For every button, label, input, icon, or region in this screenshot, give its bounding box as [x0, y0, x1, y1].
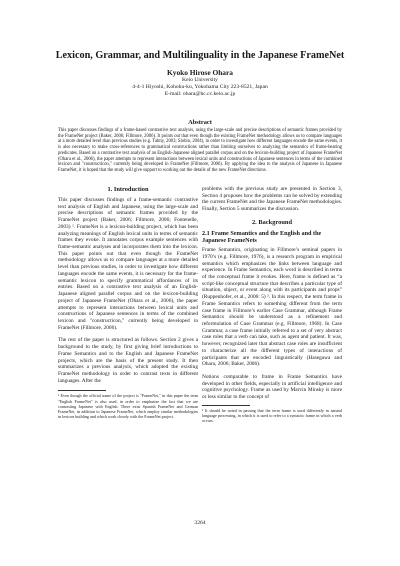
author-affiliation: Keio University	[182, 77, 218, 83]
author-block	[40, 68, 360, 99]
author-email: E-mail: ohara@hc.cc.keio.ac.jp	[164, 91, 236, 98]
author-address: 4-4-1 Hiyoshi, Kohoku-ku, Yokohama City 223-8521, Japan	[132, 84, 268, 91]
footnote-2: ² It should be noted in passing that the term frame is used differently in natural language processing, in which it is used to refer to a syntactic frame in which a verb occurs.	[202, 407, 342, 424]
intro-paragraph-1: This paper discusses findings of a frame-semantic contrastive text analysis of English and Japanese, using the large-scale and precise descriptions of semantic frames provided by the FrameNet project (Baker, 2006; Fillmore, 2006; Fontenelle, 2003) ¹. FrameNet is a lexicon-building project, which has been analyzing meanings of English lexical units in terms of semantic frames they evoke. It annotates corpus example sentences with frame-semantic analyses and incorporates them into the lexicon. This paper points out that even though the FrameNet methodology allows us to compare languages at a more detailed level than previous studies, in order to investigate how different languages encode the same events, it is necessary for the frame-semantic lexicon to specify grammatical affordances of its entries. Based on a contrastive text analysis of an English-Japanese aligned parallel corpus and on the lexicon-building project of Japanese FrameNet (Ohara et al., 2006), the paper attempts to represent interactions between lexical units and constructions of Japanese sentences in terms of the combined lexicon and "constructicon," currently being developed in FrameNet (Fillmore, 2006).	[58, 197, 198, 331]
footnote-divider	[58, 390, 106, 391]
background-paragraph-2: Notions comparable to frame in Frame Semantics have developed in other fields, especially in artificial intelligence and cognitive psychology. Frame as used by Marvin Minsky is more or less similar to the concept of	[202, 374, 342, 401]
page-number: 3264	[194, 520, 206, 526]
subsection-heading-frame-semantics: 2.1 Frame Semantics and the English and the Japanese FrameNets	[202, 229, 322, 245]
intro-paragraph-2: The rest of the paper is structured as follows. Section 2 gives a background to the study, by first giving brief introductions to Frame Semantics and to the English and Japanese FrameNet projects, which are the basis of the present study. It then summarizes a previous analysis, which adopted the existing FrameNet methodology in order to contrast texts in different languages. After the	[58, 337, 198, 384]
section-heading-background: 2. Background	[251, 218, 292, 226]
left-column	[58, 186, 198, 419]
section-heading-introduction: 1. Introduction	[107, 186, 149, 193]
footnote-1: ¹ Even though the official name of the project is "FrameNet," in this paper the term "English FrameNet" is also used, in order to emphasize the fact that we are contrasting Japanese with English. There exist Spanish FrameNet and German FrameNet, in addition to Japanese FrameNet, which employ similar methodologies in lexicon building and which work closely with the FrameNet project.	[58, 393, 198, 419]
paper-title: Lexicon, Grammar, and Multilinguality in the Japanese FrameNet	[55, 50, 345, 61]
footnote-divider	[202, 405, 250, 406]
right-column	[202, 186, 342, 423]
abstract-text: This paper discusses findings of a frame-based contrastive text analysis, using the large-scale and precise descriptions of semantic frames provided by the FrameNet project (Baker, 2006; Fillmore, 2006). It points out that even though the existing FrameNet methodology allows us to compare languages at a more detailed level than previous studies (e.g. Talmy, 2003; Slobin, 2004), in order to investigate how different languages encode the same events, it is also necessary to make cross-references to grammatical constructions rather than limiting ourselves to analyzing the semantics of frame-bearing predicates. Based on a contrastive text analysis of an English-Japanese aligned parallel corpus and on the lexicon-building project of Japanese FrameNet (Ohara et al., 2006), the paper attempts to represent interactions between lexical units and constructions of Japanese sentences in terms of the combined lexicon and "constructicon," currently being developed in FrameNet (Fillmore, 2006). By applying the idea to the analysis of Japanese in Japanese FrameNet, it is hoped that the study will give support to working out the details of the new FrameNet directions.	[58, 128, 342, 174]
abstract-heading: Abstract	[188, 119, 212, 126]
background-paragraph-1: Frame Semantics, originating in Fillmore’s seminal papers in 1970’s (e.g. Fillmore, 1976), is a research program in empirical semantics which emphasizes the links between language and experience. In Frame Semantics, each word is described in terms of the conceptual frame it evokes. Here, frame is defined as “a script-like conceptual structure that describes a particular type of situation, object, or event along with its participants and props” (Ruppenhofer, et al., 2006: 5) ². In this respect, the term frame in Frame Semantics refers to something different from the term case frame in Fillmore’s earlier Case Grammar, although Frame Semantics should be understood as a refinement and reformulation of Case Grammar (e.g. Fillmore, 1968). In Case Grammar, a case frame initially referred to a set of very abstract case roles that a verb can take, such as agent and patient. It was, however, recognized later that abstract case roles are insufficient to characterize all the different types of interactions of participants that are encoded linguistically (Hasegawa and Ohara, 2006; Baker, 2006).	[202, 247, 342, 368]
intro-paragraph-continued: problems with the previous study are presented in Section 3, Section 4 proposes how the problems can be solved by extending the current FrameNet and the Japanese FrameNet methodologies. Finally, Section 5 summarizes the discussion.	[202, 186, 342, 213]
author-name: Kyoko Hirose Ohara	[167, 68, 233, 77]
